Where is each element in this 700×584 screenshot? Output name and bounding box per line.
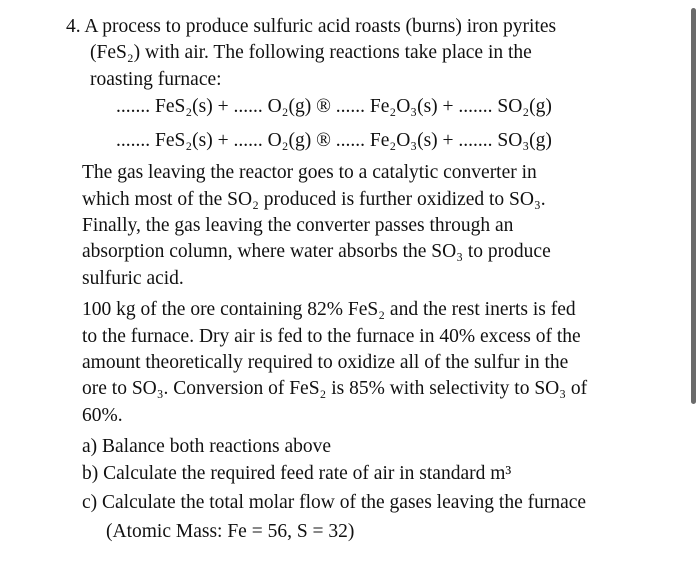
question-a: a) Balance both reactions above bbox=[82, 436, 332, 457]
intro-line-3: roasting furnace: bbox=[90, 69, 222, 90]
intro-line-2: (FeS₂) with air. The following reactions take place in the bbox=[90, 42, 532, 63]
paragraph2-line-2: to the furnace. Dry air is fed to the furnace in 40% excess of the bbox=[82, 326, 581, 347]
paragraph1-line-4: absorption column, where water absorbs the SO₃ to produce bbox=[82, 241, 551, 262]
reaction-2: ....... FeS₂(s) + ...... O₂(g) ® ...... Fe₂O₃(s) + ....... SO₃(g) bbox=[116, 130, 552, 151]
question-b: b) Calculate the required feed rate of air in standard m³ bbox=[82, 463, 512, 484]
paragraph2-line-1: 100 kg of the ore containing 82% FeS₂ and the rest inerts is fed bbox=[82, 299, 576, 320]
paragraph2-line-3: amount theoretically required to oxidize all of the sulfur in the bbox=[82, 352, 569, 373]
paragraph1-line-2: which most of the SO₂ produced is further oxidized to SO₃. bbox=[82, 189, 546, 210]
paragraph2-line-5: 60%. bbox=[82, 405, 123, 426]
question-c: c) Calculate the total molar flow of the gases leaving the furnace bbox=[82, 492, 587, 513]
vertical-scrollbar[interactable] bbox=[691, 8, 696, 404]
intro-line-1: 4. A process to produce sulfuric acid roasts (burns) iron pyrites bbox=[66, 16, 557, 37]
atomic-mass-note: (Atomic Mass: Fe = 56, S = 32) bbox=[106, 521, 355, 542]
paragraph1-line-3: Finally, the gas leaving the converter passes through an bbox=[82, 215, 514, 236]
paragraph1-line-5: sulfuric acid. bbox=[82, 268, 184, 289]
paragraph1-line-1: The gas leaving the reactor goes to a catalytic converter in bbox=[82, 162, 537, 183]
paragraph2-line-4: ore to SO₃. Conversion of FeS₂ is 85% with selectivity to SO₃ of bbox=[82, 378, 588, 399]
reaction-1: ....... FeS₂(s) + ...... O₂(g) ® ...... Fe₂O₃(s) + ....... SO₂(g) bbox=[116, 96, 552, 117]
